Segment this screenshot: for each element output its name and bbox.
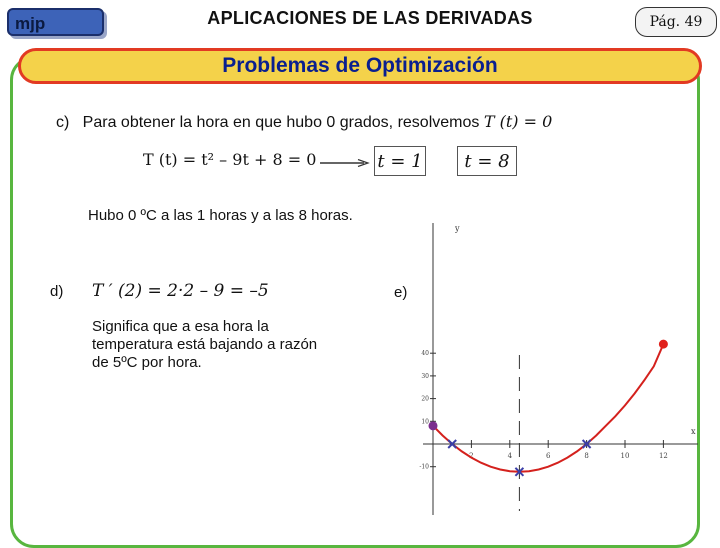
y-tick-label: 40 <box>421 350 429 358</box>
section-banner: Problemas de Optimización <box>18 48 702 84</box>
y-tick-label: 20 <box>421 395 429 403</box>
x-tick-label: 2 <box>469 452 474 460</box>
y-tick-label: 30 <box>421 372 429 380</box>
author-badge-label: mjp <box>15 14 46 33</box>
quadratic-equation: T (t) = t² – 9t + 8 = 0 <box>143 150 317 169</box>
x-tick-label: 6 <box>545 452 551 460</box>
conclusion-text: Hubo 0 ºC a las 1 horas y a las 8 horas. <box>88 207 353 224</box>
x-tick-label: 8 <box>584 452 589 460</box>
parabola-chart <box>415 215 700 525</box>
x-tick-label: 10 <box>620 452 630 460</box>
root-box-2: t = 8 <box>457 146 517 176</box>
x-tick-label: 4 <box>507 452 513 460</box>
y-tick-label: -10 <box>419 463 429 471</box>
implies-arrow <box>320 159 370 167</box>
author-badge <box>7 8 104 36</box>
x-axis-label: x <box>691 427 696 436</box>
derivative-equation: T ′ (2) = 2·2 – 9 = –5 <box>92 281 269 301</box>
item-c-line <box>56 112 552 132</box>
item-c-label: c) <box>56 114 70 131</box>
item-d-label: d) <box>50 283 64 300</box>
root-box-1: t = 1 <box>374 146 426 176</box>
x-tick-label: 12 <box>658 452 668 460</box>
page-number: Pág. 49 <box>635 7 717 37</box>
item-e-label: e) <box>394 284 408 301</box>
y-axis-label: y <box>455 224 460 233</box>
item-c-condition: T (t) = 0 <box>483 112 553 131</box>
data-point <box>429 421 438 430</box>
data-point <box>659 340 668 349</box>
document-title: APLICACIONES DE LAS DERIVADAS <box>207 8 533 28</box>
y-tick-label: 10 <box>421 418 429 426</box>
derivative-explanation: Significa que a esa hora la temperatura está bajando a razón de 5ºC por hora. <box>92 318 318 371</box>
item-c-text: Para obtener la hora en que hubo 0 grados, resolvemos <box>82 114 480 131</box>
